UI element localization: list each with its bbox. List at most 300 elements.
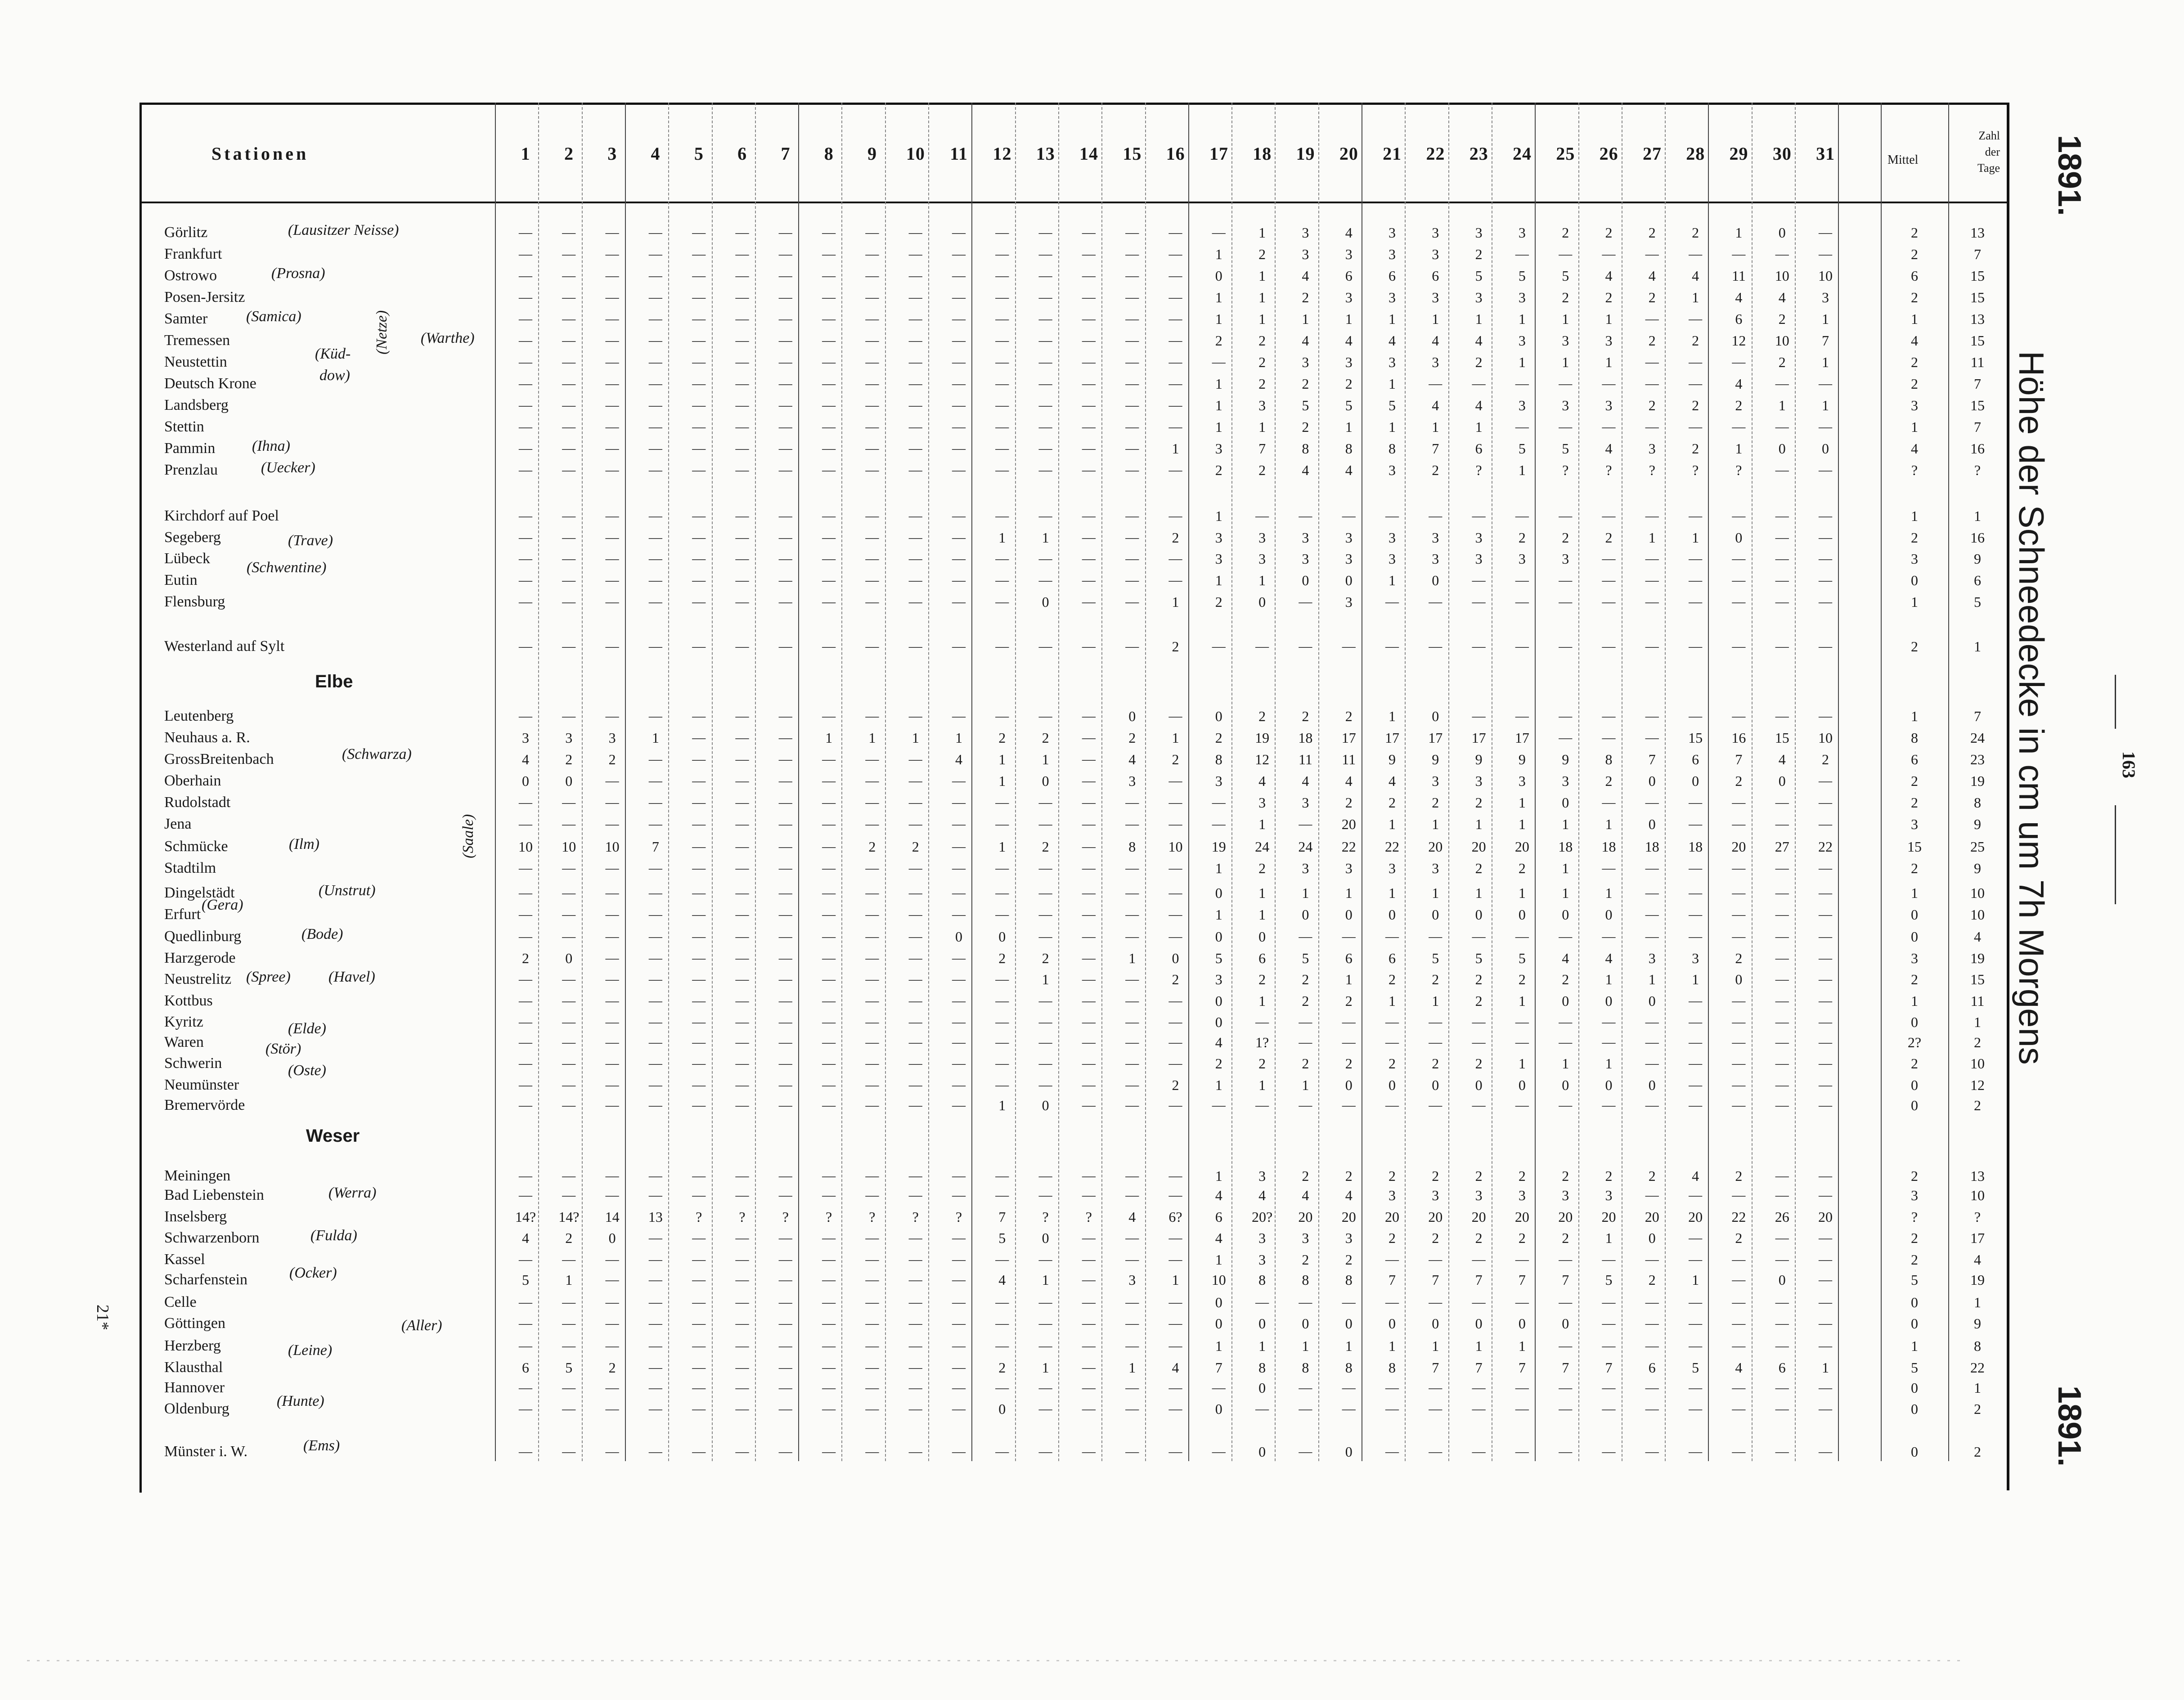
cell-day-25: 18 [1558,839,1573,855]
cell-mittel: 0 [1911,1097,1918,1113]
day-header-10: 10 [906,144,925,164]
cell-mittel: 2 [1911,224,1918,241]
cell-day-6: — [735,1077,749,1092]
cell-day-1: — [519,1380,532,1395]
cell-day-16: — [1168,885,1182,900]
cell-day-22: 2 [1432,1055,1439,1072]
cell-day-4: — [648,773,662,788]
cell-day-9: — [865,290,879,305]
cell-day-12: 2 [998,730,1006,746]
cell-day-16: — [1168,1338,1182,1353]
cell-day-9: — [865,972,879,987]
cell-mittel: 2 [1911,1168,1918,1184]
cell-day-28: — [1689,1338,1703,1353]
table-row [139,770,2007,792]
cell-day-20: 3 [1345,594,1353,610]
cell-mittel: 15 [1907,839,1922,855]
cell-day-14: — [1082,1272,1096,1287]
cell-day-22: 4 [1432,397,1439,413]
cell-day-1: — [519,795,532,810]
cell-day-7: — [778,1338,792,1353]
cell-day-21: 1 [1389,708,1396,724]
river-lausitzer: (Lausitzer Neisse) [288,222,399,238]
cell-day-20: 3 [1345,860,1353,876]
cell-day-6: — [735,462,749,477]
cell-day-21: 6 [1389,950,1396,966]
cell-day-24: 1 [1518,885,1526,901]
cell-tage: 8 [1974,794,1981,811]
cell-day-4: 7 [652,839,659,855]
cell-day-17: — [1212,816,1226,831]
cell-day-20: 0 [1345,1315,1353,1332]
cell-day-23: 2 [1475,794,1483,811]
cell-day-24: — [1515,1035,1529,1050]
table-row [139,1292,2007,1313]
cell-day-15: — [1125,1188,1139,1202]
cell-day-23: 3 [1475,1187,1483,1203]
cell-day-25: — [1559,376,1573,391]
cell-day-7: — [778,1056,792,1071]
cell-day-17: 1 [1215,906,1222,923]
cell-day-10: — [908,398,922,413]
cell-day-10: — [908,508,922,523]
cell-day-16: — [1168,290,1182,305]
cell-day-9: — [865,462,879,477]
cell-day-17: — [1212,639,1226,654]
cell-day-6: — [735,225,749,240]
cell-day-26: 4 [1605,268,1613,284]
cell-day-14: — [1082,1168,1096,1183]
cell-day-29: — [1732,885,1746,900]
cell-day-5: — [692,1444,706,1459]
cell-day-4: — [648,993,662,1008]
cell-day-28: 1 [1692,971,1699,987]
cell-day-24: 9 [1518,751,1526,767]
cell-day-28: 0 [1692,773,1699,789]
cell-day-2: — [562,354,576,369]
cell-day-8: — [822,816,836,831]
cell-day-19: 5 [1302,397,1309,413]
cell-day-4: — [648,1168,662,1183]
cell-day-19: 2 [1302,993,1309,1009]
cell-day-17: 1 [1215,397,1222,413]
cell-day-4: — [648,1295,662,1310]
cell-day-20: — [1342,929,1356,944]
cell-day-4: — [648,1316,662,1331]
cell-day-27: — [1645,594,1659,609]
cell-day-3: 2 [608,751,616,767]
cell-day-30: — [1775,376,1789,391]
cell-day-23: 0 [1475,1315,1483,1332]
cell-day-2: — [562,1401,576,1416]
cell-day-18: 0 [1258,1315,1266,1332]
cell-day-17: 3 [1215,773,1222,789]
station-name: Stadtilm [164,860,216,876]
day-header-30: 30 [1772,144,1792,164]
day-header-31: 31 [1816,144,1835,164]
table-row [139,591,2007,613]
cell-tage: 10 [1970,1055,1985,1072]
cell-day-11: — [952,290,966,305]
cell-day-28: — [1689,376,1703,391]
cell-day-15: — [1125,290,1139,305]
cell-day-8: — [822,1360,836,1375]
table-row [139,1074,2007,1096]
cell-day-29: 22 [1731,1209,1746,1225]
cell-mittel: 2 [1911,246,1918,262]
cell-day-17: 1 [1215,1338,1222,1354]
cell-day-6: — [735,839,749,854]
river-havel: (Havel) [328,969,375,985]
cell-day-17: — [1212,1444,1226,1459]
cell-day-13: — [1038,1380,1052,1395]
cell-day-16: — [1168,376,1182,391]
cell-day-17: 3 [1215,551,1222,567]
cell-day-29: — [1732,861,1746,875]
cell-day-4: — [648,1035,662,1050]
cell-day-26: 1 [1605,971,1613,987]
station-name: Westerland auf Sylt [164,638,285,655]
cell-day-2: — [562,376,576,391]
cell-day-7: — [778,419,792,434]
cell-day-26: 1 [1605,1230,1613,1246]
cell-day-28: — [1689,1014,1703,1029]
table-row [139,813,2007,835]
cell-day-28: — [1689,1035,1703,1050]
cell-day-11: — [952,333,966,348]
stations-header: Stationen [211,144,309,164]
cell-day-8: — [822,795,836,810]
cell-day-10: — [908,972,922,987]
river-uecker: (Uecker) [261,459,315,476]
cell-day-27: — [1645,861,1659,875]
cell-day-4: — [648,1444,662,1459]
cell-day-28: 2 [1692,332,1699,349]
cell-day-3: — [605,376,619,391]
cell-day-6: — [735,861,749,875]
cell-day-16: — [1168,773,1182,788]
cell-day-9: — [865,1316,879,1331]
station-name: Neumünster [164,1077,239,1093]
cell-day-12: — [995,795,1009,810]
cell-day-2: — [562,1035,576,1050]
cell-day-4: — [648,951,662,965]
cell-day-1: 3 [522,730,529,746]
cell-day-4: — [648,462,662,477]
cell-day-29: — [1732,1380,1746,1395]
cell-day-18: 1 [1258,1338,1266,1354]
cell-day-21: 9 [1389,751,1396,767]
cell-day-18: 3 [1258,397,1266,413]
cell-day-4: — [648,1401,662,1416]
cell-day-5: — [692,573,706,588]
cell-day-18: 24 [1255,839,1270,855]
cell-day-6: — [735,752,749,767]
cell-day-31: — [1819,508,1832,523]
cell-day-2: 5 [565,1359,573,1376]
table-row [139,373,2007,395]
cell-day-23: 3 [1475,529,1483,546]
cell-day-9: — [865,1338,879,1353]
cell-day-5: — [692,1401,706,1416]
cell-day-24: 17 [1514,730,1529,746]
cell-day-1: — [519,1014,532,1029]
cell-mittel: 1 [1911,708,1918,724]
cell-mittel: 0 [1911,1444,1918,1460]
river-spree: (Spree) [246,969,291,985]
cell-day-6: — [735,1014,749,1029]
cell-day-27: 2 [1648,332,1656,349]
cell-day-26: — [1602,1338,1616,1353]
cell-day-24: — [1515,639,1529,654]
cell-day-28: — [1689,419,1703,434]
cell-day-1: — [519,929,532,944]
cell-day-11: — [952,1230,966,1245]
cell-day-12: — [995,398,1009,413]
cell-day-23: — [1472,573,1486,588]
cell-day-23: 3 [1475,224,1483,241]
page-number-rule-top [2115,675,2116,729]
cell-day-23: 5 [1475,950,1483,966]
cell-day-21: 3 [1389,462,1396,478]
cell-day-5: — [692,1035,706,1050]
cell-day-9: — [865,795,879,810]
cell-day-27: — [1645,1295,1659,1310]
cell-day-9: — [865,268,879,283]
cell-day-30: — [1775,1077,1789,1092]
cell-day-1: 6 [522,1359,529,1376]
cell-day-1: — [519,1056,532,1071]
cell-day-21: 1 [1389,993,1396,1009]
cell-day-19: 2 [1302,1251,1309,1268]
cell-day-18: 1 [1258,289,1266,305]
cell-day-13: — [1038,1338,1052,1353]
cell-day-6: — [735,1338,749,1353]
cell-day-4: — [648,816,662,831]
cell-day-27: 0 [1648,1077,1656,1093]
cell-day-7: — [778,290,792,305]
cell-day-1: — [519,376,532,391]
cell-day-15: — [1125,1380,1139,1395]
cell-day-26: 3 [1605,332,1613,349]
cell-day-23: — [1472,1014,1486,1029]
cell-day-21: 1 [1389,376,1396,392]
table-row [139,926,2007,947]
cell-day-29: 2 [1735,773,1743,789]
cell-day-7: — [778,1401,792,1416]
cell-day-8: — [822,1014,836,1029]
cell-day-25: 7 [1562,1359,1569,1376]
cell-day-15: — [1125,1014,1139,1029]
cell-day-7: — [778,861,792,875]
cell-day-1: — [519,907,532,922]
table-row [139,1269,2007,1291]
cell-day-31: — [1819,816,1832,831]
cell-day-10: — [908,1098,922,1112]
cell-day-20: 1 [1345,419,1353,435]
station-name: Klausthal [164,1359,223,1376]
cell-day-19: — [1299,929,1312,944]
cell-day-8: — [822,1035,836,1050]
cell-day-29: — [1732,709,1746,723]
cell-day-10: — [908,885,922,900]
cell-day-19: 3 [1302,224,1309,241]
cell-day-12: 7 [998,1209,1006,1225]
cell-day-29: 4 [1735,376,1743,392]
cell-day-4: — [648,1272,662,1287]
cell-day-30: — [1775,462,1789,477]
cell-day-16: — [1168,1098,1182,1112]
cell-day-21: 20 [1385,1209,1399,1225]
cell-day-8: — [822,376,836,391]
cell-mittel: 2 [1911,529,1918,546]
cell-day-3: — [605,508,619,523]
cell-day-15: 1 [1128,950,1136,966]
cell-day-11: — [952,1014,966,1029]
station-name: Tremessen [164,332,230,349]
table-row [139,705,2007,727]
cell-day-27: — [1645,376,1659,391]
cell-day-19: 3 [1302,860,1309,876]
cell-day-4: — [648,225,662,240]
river-stoer: (Stör) [265,1041,301,1057]
cell-day-7: — [778,247,792,261]
cell-day-12: — [995,1316,1009,1331]
cell-day-12: — [995,709,1009,723]
cell-day-8: — [822,398,836,413]
cell-day-27: — [1645,1035,1659,1050]
cell-day-26: 1 [1605,354,1613,370]
cell-day-11: — [952,530,966,545]
cell-day-15: — [1125,1168,1139,1183]
station-name: Inselsberg [164,1208,227,1225]
cell-day-8: — [822,225,836,240]
cell-day-17: 0 [1215,1294,1222,1310]
cell-day-30: 2 [1778,354,1786,370]
station-name: Rudolstadt [164,794,231,811]
cell-day-17: 0 [1215,1315,1222,1332]
cell-day-6: — [735,816,749,831]
cell-day-9: — [865,333,879,348]
cell-day-18: 8 [1258,1272,1266,1288]
cell-day-30: — [1775,795,1789,810]
cell-day-26: 1 [1605,885,1613,901]
cell-day-1: — [519,311,532,326]
cell-day-24: — [1515,508,1529,523]
cell-day-28: 3 [1692,950,1699,966]
cell-day-9: — [865,398,879,413]
cell-day-11: — [952,1056,966,1071]
station-name: Münster i. W. [164,1443,248,1460]
cell-mittel: 5 [1911,1272,1918,1288]
cell-day-4: — [648,795,662,810]
cell-day-26: — [1602,573,1616,588]
cell-day-14: — [1082,993,1096,1008]
day-header-7: 7 [781,144,791,164]
cell-day-23: 1 [1475,311,1483,327]
cell-day-25: 4 [1562,950,1569,966]
cell-mittel: 1 [1911,311,1918,327]
cell-day-20: — [1342,1401,1356,1416]
cell-tage: 13 [1970,311,1985,327]
cell-day-3: — [605,709,619,723]
cell-day-9: — [865,1295,879,1310]
cell-day-23: — [1472,1295,1486,1310]
cell-day-31: — [1819,225,1832,240]
cell-day-20: 2 [1345,376,1353,392]
cell-day-8: — [822,1252,836,1267]
cell-day-1: — [519,709,532,723]
cell-day-24: 1 [1518,354,1526,370]
station-name: Bad Liebenstein [164,1187,264,1203]
cell-day-24: 20 [1514,839,1529,855]
cell-day-27: 2 [1648,289,1656,305]
cell-day-9: — [865,1230,879,1245]
cell-day-17: 10 [1211,1272,1226,1288]
cell-day-22: — [1429,594,1443,609]
cell-tage: 25 [1970,839,1985,855]
cell-day-21: 17 [1385,730,1399,746]
cell-day-25: 3 [1562,1187,1569,1203]
cell-day-30: — [1775,1230,1789,1245]
cell-day-20: 3 [1345,246,1353,262]
cell-day-5: — [692,1168,706,1183]
cell-day-10: ? [912,1209,919,1225]
cell-day-18: 2 [1258,354,1266,370]
cell-day-12: — [995,441,1009,456]
day-header-22: 22 [1426,144,1445,164]
cell-day-28: — [1689,1444,1703,1459]
cell-day-28: — [1689,508,1703,523]
cell-day-29: 20 [1731,839,1746,855]
cell-day-26: 1 [1605,1055,1613,1072]
cell-day-1: — [519,247,532,261]
cell-mittel: 0 [1911,1077,1918,1093]
cell-day-27: 0 [1648,993,1656,1009]
cell-day-28: — [1689,1295,1703,1310]
cell-day-24: 5 [1518,268,1526,284]
cell-day-12: 1 [998,751,1006,767]
cell-day-11: — [952,508,966,523]
cell-day-17: 1 [1215,419,1222,435]
cell-tage: 11 [1970,354,1985,370]
cell-day-4: — [648,441,662,456]
cell-day-25: 2 [1562,1230,1569,1246]
cell-day-20: 2 [1345,993,1353,1009]
cell-day-13: — [1038,1252,1052,1267]
cell-mittel: 0 [1911,1401,1918,1417]
cell-day-9: — [865,376,879,391]
cell-day-23: 7 [1475,1359,1483,1376]
cell-day-25: — [1559,709,1573,723]
cell-tage: 7 [1974,246,1981,262]
cell-day-13: — [1038,508,1052,523]
cell-day-31: 1 [1822,1359,1829,1376]
cell-day-9: — [865,573,879,588]
cell-day-13: 1 [1042,1359,1049,1376]
cell-day-30: — [1775,1380,1789,1395]
cell-day-8: — [822,354,836,369]
cell-day-25: 2 [1562,529,1569,546]
cell-day-26: 5 [1605,1272,1613,1288]
station-name: Kyritz [164,1014,203,1030]
cell-mittel: 1 [1911,508,1918,524]
cell-day-6: — [735,1252,749,1267]
cell-day-22: — [1429,1380,1443,1395]
cell-mittel: 1 [1911,594,1918,610]
cell-day-5: — [692,1252,706,1267]
cell-day-10: — [908,354,922,369]
